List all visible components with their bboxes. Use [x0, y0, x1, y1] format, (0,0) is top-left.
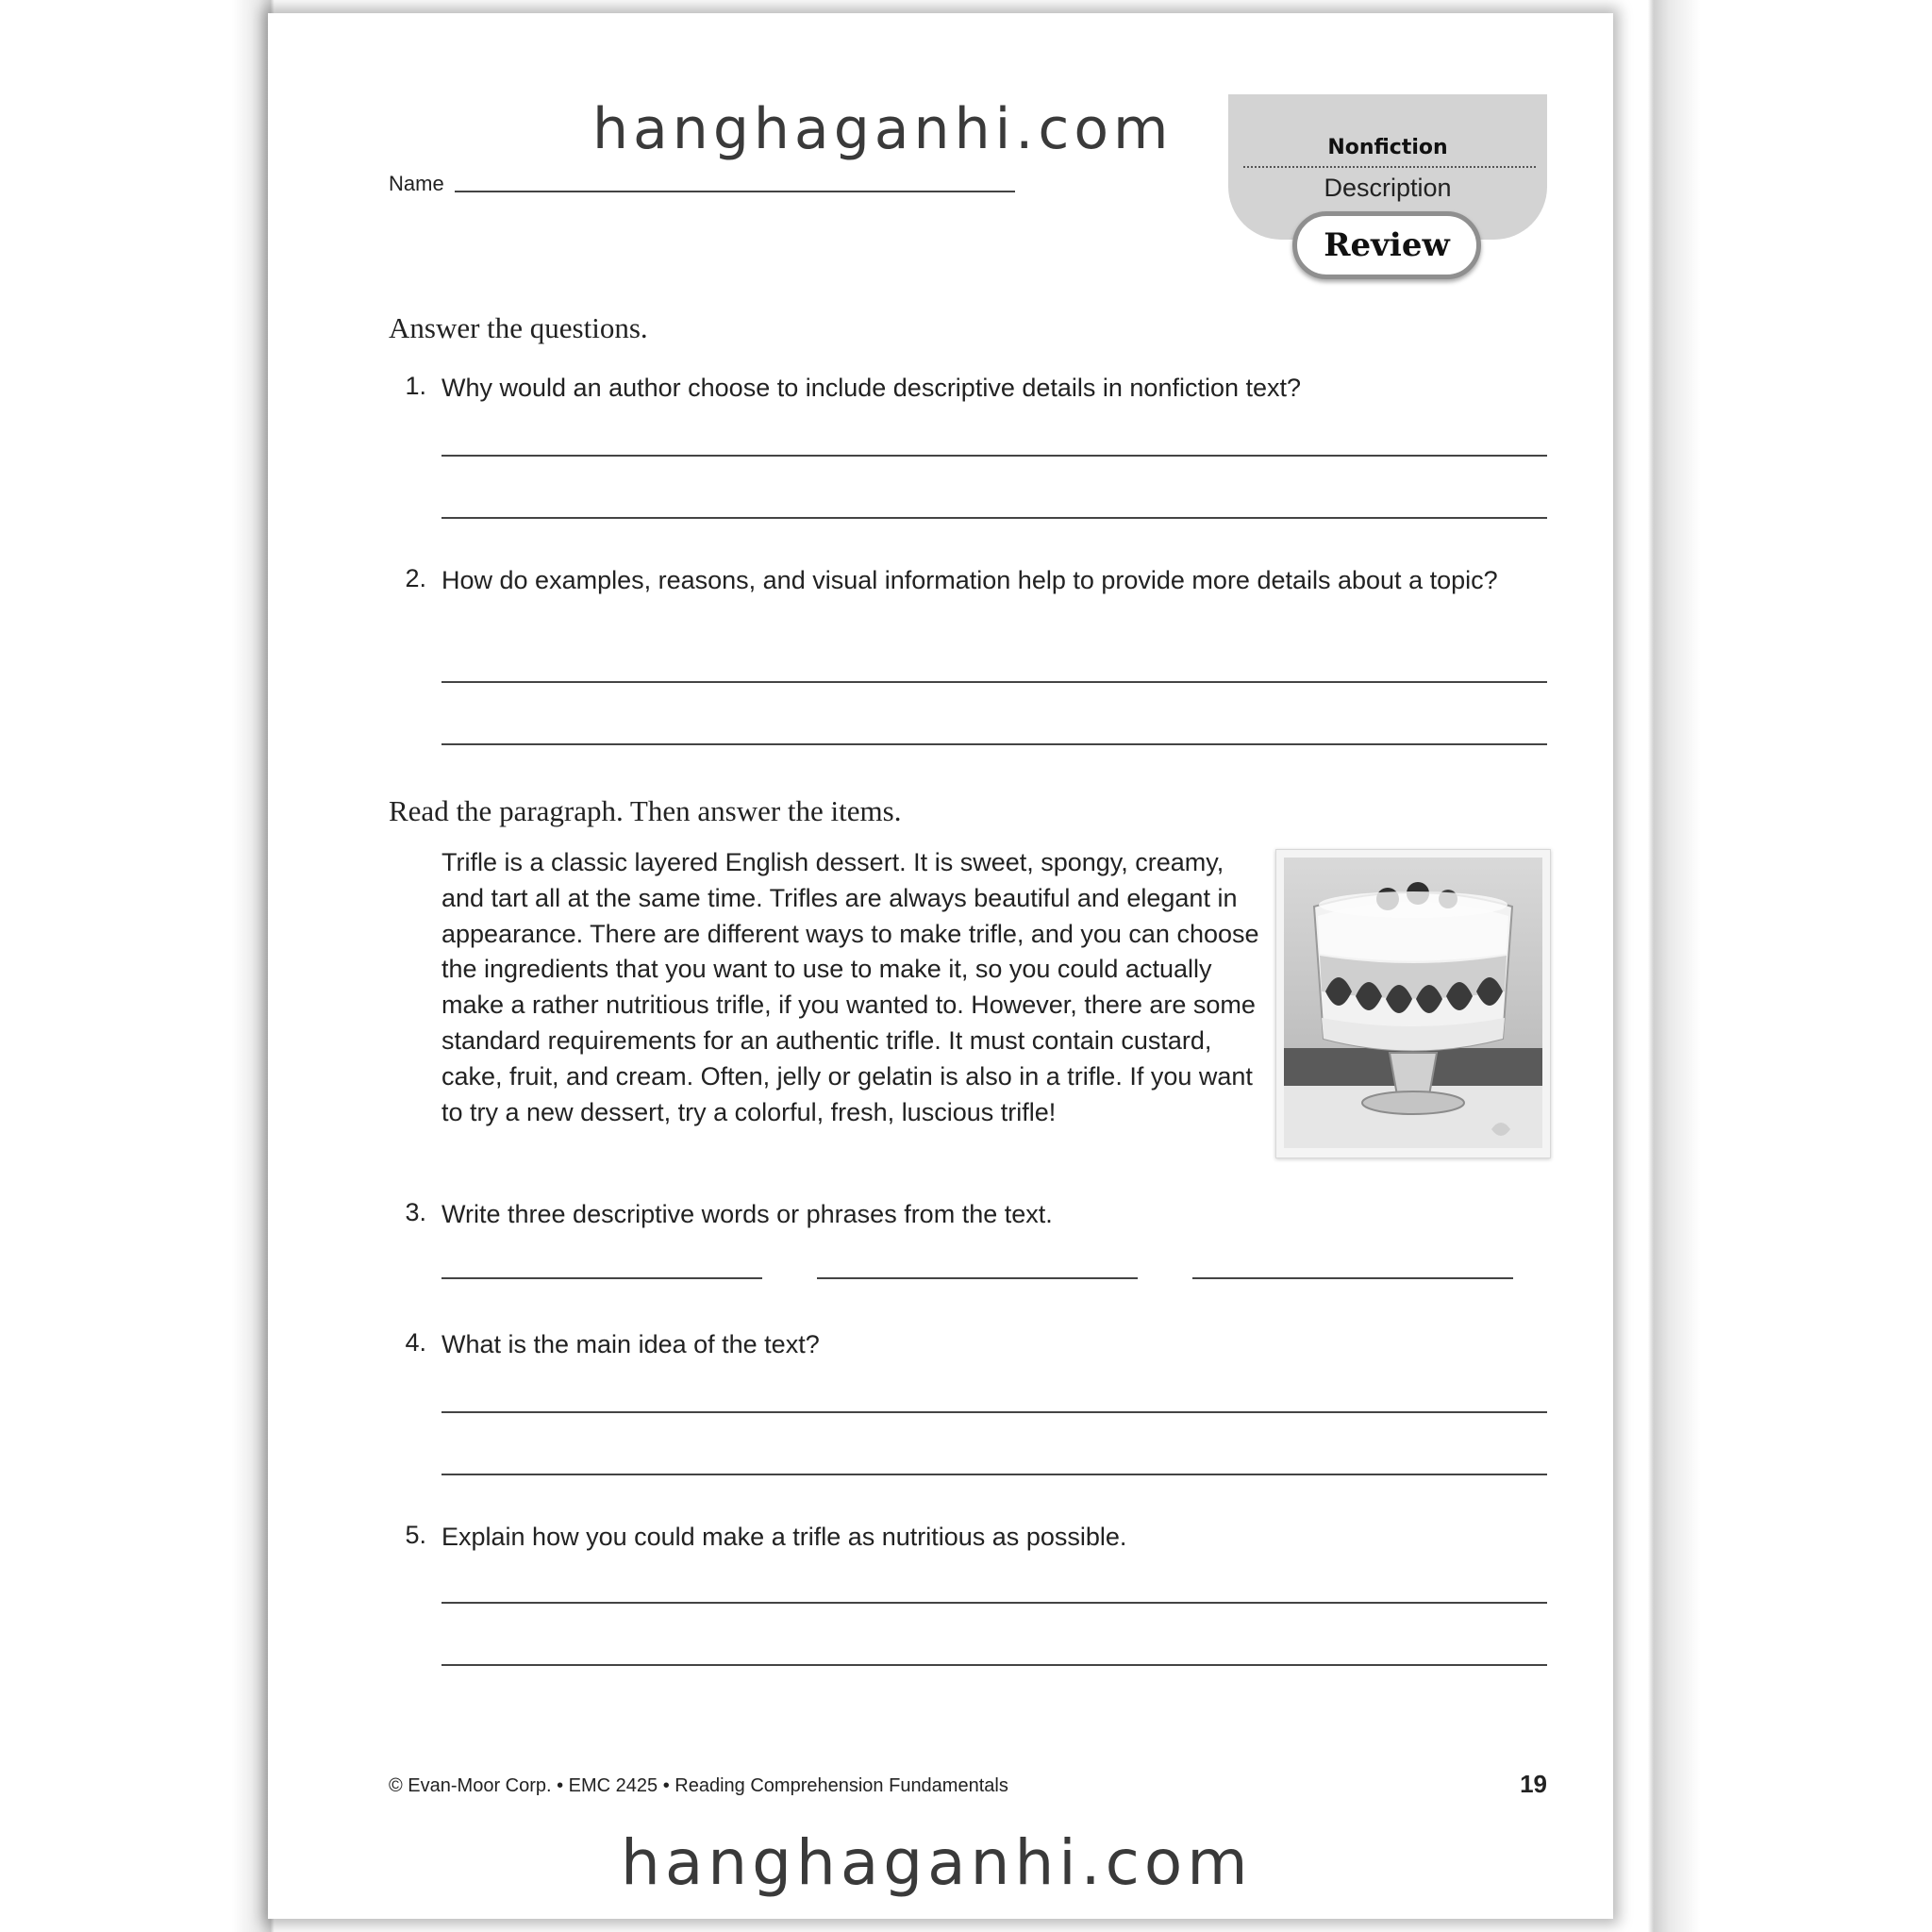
question-text: What is the main idea of the text?	[441, 1330, 820, 1358]
name-line	[455, 191, 1015, 192]
answer-line	[441, 455, 1547, 457]
question-text: Explain how you could make a trifle as nutritious as possible.	[441, 1523, 1127, 1551]
section1-instruction: Answer the questions.	[389, 311, 648, 344]
answer-blank	[1192, 1277, 1513, 1279]
answer-line	[441, 517, 1547, 519]
page-number: 19	[1520, 1770, 1547, 1798]
watermark-top: hanghaganhi.com	[592, 96, 1174, 162]
subcategory-label: Description	[1324, 174, 1452, 202]
answer-line	[441, 1664, 1547, 1666]
answer-line	[441, 1474, 1547, 1475]
worksheet-page	[268, 13, 1613, 1919]
question-text: Write three descriptive words or phrases from the text.	[441, 1200, 1053, 1228]
name-label: Name	[389, 172, 444, 195]
question-text: How do examples, reasons, and visual information help to provide more details about a topic?	[441, 566, 1498, 594]
answer-line	[441, 743, 1547, 745]
trifle-photo	[1275, 849, 1551, 1158]
answer-line	[441, 1602, 1547, 1604]
category-label: Nonfiction	[1327, 136, 1448, 159]
trifle-paragraph: Trifle is a classic layered English dessert. It is sweet, spongy, creamy, and tart all at the same time. Trifles are always beautiful and elegant in appearance. There are different ways to make trifle, and you can choose the ingredients that you want to use to make it, so you could actually make a rather nutritious trifle, if you wanted to. However, there are some standard requirements for an authentic trifle. It must contain custard, cake, fruit, and cream. Often, jelly or gelatin is also in a trifle. If you want to try a new dessert, try a colorful, fresh, luscious trifle!	[441, 848, 1259, 1126]
answer-line	[441, 1411, 1547, 1413]
question-number: 4.	[405, 1328, 426, 1357]
question-number: 1.	[405, 372, 426, 400]
watermark-bottom: hanghaganhi.com	[621, 1826, 1253, 1899]
tab-divider	[1243, 166, 1536, 168]
question-number: 3.	[405, 1198, 426, 1226]
trifle-image	[1276, 850, 1550, 1158]
question-number: 5.	[405, 1521, 426, 1549]
answer-line	[441, 681, 1547, 683]
review-badge: Review	[1292, 211, 1481, 279]
answer-blank	[817, 1277, 1138, 1279]
question-text: Why would an author choose to include descriptive details in nonfiction text?	[441, 374, 1302, 402]
question-number: 2.	[405, 564, 426, 592]
footer-credit: © Evan-Moor Corp. • EMC 2425 • Reading Comprehension Fundamentals	[389, 1775, 1008, 1796]
answer-blank	[441, 1277, 762, 1279]
section2-instruction: Read the paragraph. Then answer the items.	[389, 794, 902, 827]
